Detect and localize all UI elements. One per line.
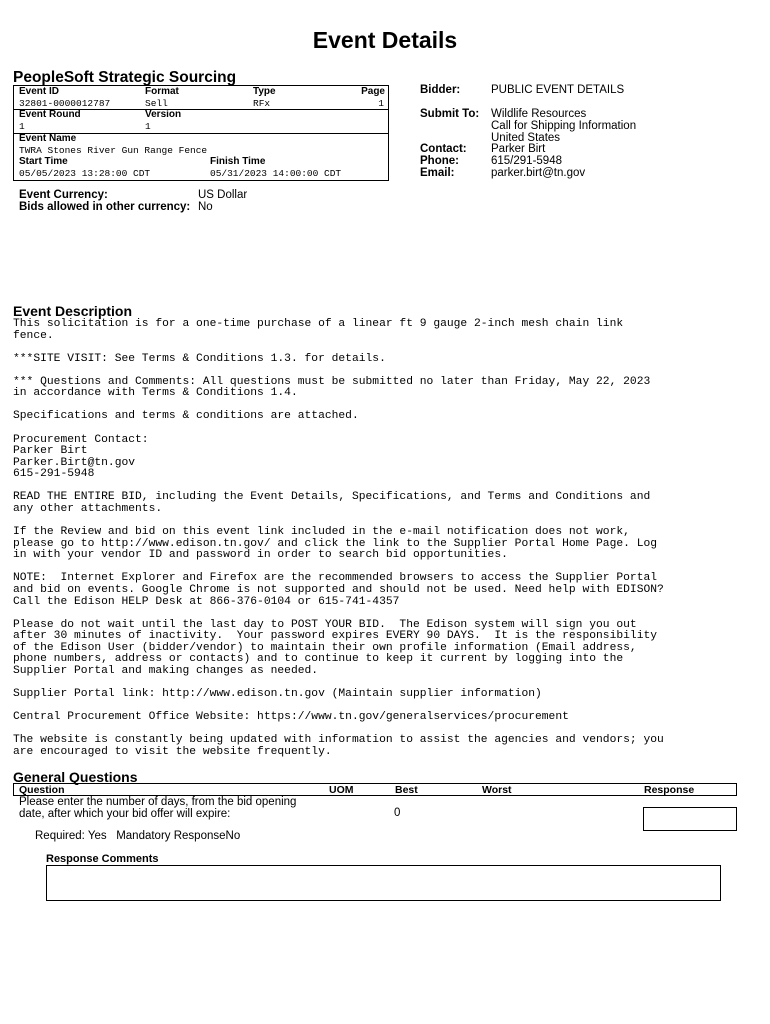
column-best: Best <box>395 784 418 796</box>
format-value: Sell <box>145 98 168 109</box>
version-label: Version <box>145 109 182 120</box>
response-comments-label: Response Comments <box>46 853 159 865</box>
contact-label: Contact: <box>420 143 467 155</box>
description-paragraph: Please do not wait until the last day to POST YOUR BID. The Edison system will sign you out after 30 minutes of inactivity. Your password expires EVERY 90 DAYS. It is the responsibility of the Edison User (bidder/vendor) to maintain their own profile information (Email address, phone numbers, address or contacts) and to continue to keep it current by logging into the Supplier Portal and making changes as needed. <box>13 618 658 678</box>
start-time-label: Start Time <box>19 156 68 167</box>
column-question: Question <box>19 784 65 796</box>
event-currency-label: Event Currency: <box>19 189 108 201</box>
description-paragraph: *** Questions and Comments: All questions must be submitted no later than Friday, May 22, 2023 in accordance with Terms & Conditions 1.4. <box>13 375 651 400</box>
questions-table-header <box>13 783 737 796</box>
page-value: 1 <box>378 98 384 109</box>
column-response: Response <box>644 784 695 796</box>
phone-label: Phone: <box>420 155 459 167</box>
version-value: 1 <box>145 121 151 132</box>
type-label: Type <box>253 86 276 97</box>
description-paragraph: If the Review and bid on this event link included in the e-mail notification does not work, please go to http://www.edison.tn.gov/ and click the link to the Supplier Portal Home Page. Log in with your vendor ID and password in order to search bid opportunities. <box>13 526 658 562</box>
description-paragraph: NOTE: Internet Explorer and Firefox are the recommended browsers to access the Supplier Portal and bid on events. Google Chrome is not supported and should not be used. Need help with EDISON? Call the Edison HELP Desk at 866-376-0104 or 615-741-4357 <box>13 572 664 608</box>
event-description-body <box>13 319 693 770</box>
description-paragraph: This solicitation is for a one-time purchase of a linear ft 9 gauge 2-inch mesh chain link fence. <box>13 318 624 342</box>
event-id-value: 32801-0000012787 <box>19 98 111 109</box>
bidder-label: Bidder: <box>420 84 461 96</box>
format-label: Format <box>145 86 179 97</box>
description-paragraph: Central Procurement Office Website: https://www.tn.gov/generalservices/procurement <box>13 711 569 724</box>
description-paragraph: The website is constantly being updated with information to assist the agencies and vendors; you are encouraged to visit the website frequently. <box>13 734 664 758</box>
other-currency-value: No <box>198 201 213 213</box>
document-title: Event Details <box>312 27 458 53</box>
response-comments-input[interactable] <box>46 865 721 901</box>
event-currency-value: US Dollar <box>198 189 248 201</box>
event-round-value: 1 <box>19 121 25 132</box>
general-questions-heading: General Questions <box>13 769 138 785</box>
event-round-label: Event Round <box>19 109 81 120</box>
submit-to-label: Submit To: <box>420 108 480 120</box>
event-name-label: Event Name <box>19 133 77 144</box>
event-name-value: TWRA Stones River Gun Range Fence <box>19 145 208 156</box>
email-label: Email: <box>420 167 455 179</box>
best-value: 0 <box>394 807 401 819</box>
phone-value: 615/291-5948 <box>491 155 562 167</box>
finish-time-value: 05/31/2023 14:00:00 CDT <box>210 168 342 179</box>
page-label: Page <box>361 86 385 97</box>
contact-value: Parker Birt <box>491 143 546 155</box>
column-worst: Worst <box>482 784 512 796</box>
organization-name: PeopleSoft Strategic Sourcing <box>13 69 237 86</box>
column-uom: UOM <box>329 784 354 796</box>
start-time-value: 05/05/2023 13:28:00 CDT <box>19 168 151 179</box>
event-info-box <box>13 85 389 181</box>
description-paragraph: READ THE ENTIRE BID, including the Event Details, Specifications, and Terms and Conditions and any other attachments. <box>13 491 651 516</box>
description-paragraph: Procurement Contact: Parker Birt Parker.Birt@tn.gov 615-291-5948 <box>13 433 149 481</box>
question-text: Please enter the number of days, from the bid opening date, after which your bid offer will expire: <box>19 796 297 820</box>
submit-to-line: Wildlife Resources <box>491 108 587 120</box>
event-description-heading: Event Description <box>13 303 133 319</box>
required-info: Required: Yes Mandatory ResponseNo <box>35 830 241 842</box>
bidder-value: PUBLIC EVENT DETAILS <box>491 84 625 96</box>
submit-to-line: Call for Shipping Information <box>491 120 637 132</box>
finish-time-label: Finish Time <box>210 156 266 167</box>
submit-to-line: United States <box>491 132 561 144</box>
event-id-label: Event ID <box>19 86 60 97</box>
type-value: RFx <box>253 98 271 109</box>
other-currency-label: Bids allowed in other currency: <box>19 201 191 213</box>
description-paragraph: Supplier Portal link: http://www.edison.tn.gov (Maintain supplier information) <box>13 688 542 701</box>
description-paragraph: ***SITE VISIT: See Terms & Conditions 1.3. for details. <box>13 352 386 365</box>
response-input[interactable] <box>643 807 737 831</box>
email-value: parker.birt@tn.gov <box>491 167 586 179</box>
description-paragraph: Specifications and terms & conditions are attached. <box>13 410 359 423</box>
